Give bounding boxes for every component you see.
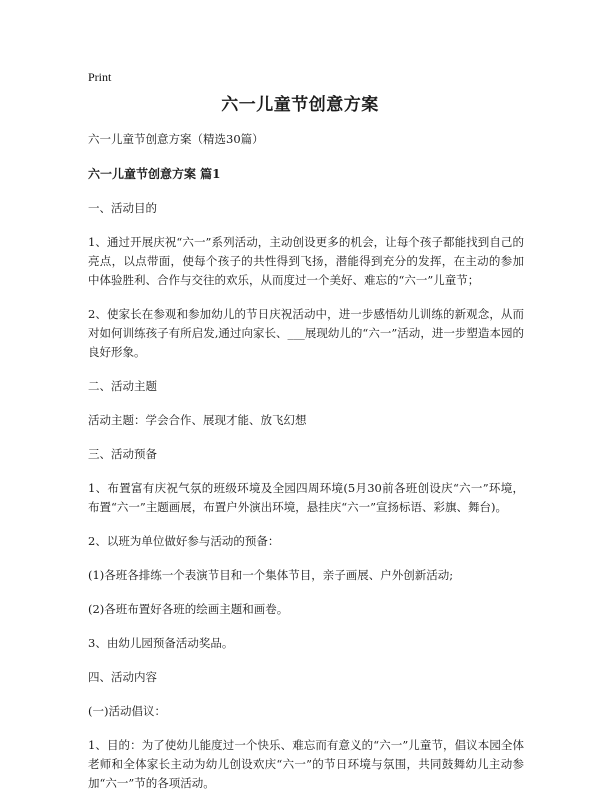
paragraph: (2)各班布置好各班的绘画主题和画卷。	[88, 602, 289, 616]
section-heading-activity-purpose: 一、活动目的	[88, 201, 157, 215]
section-heading-activity-theme: 二、活动主题	[88, 379, 157, 393]
print-link[interactable]: Print	[88, 70, 112, 84]
paragraph: 1、通过开展庆祝“六一”系列活动，主动创设更多的机会，让每个孩子都能找到自己的亮点，以点带面，使每个孩子的共性得到飞扬，潜能得到充分的发挥，在主动的参加中体验胜利、合作与交往的欢乐，从而度过一个美好、难忘的“六一”儿童节；	[88, 235, 524, 287]
paragraph: 活动主题：学会合作、展现才能、放飞幻想	[88, 413, 307, 427]
section-heading-activity-content: 四、活动内容	[88, 670, 157, 684]
paragraph: 1、布置富有庆祝气氛的班级环境及全园四周环境(5月30前各班创设庆“六一”环境，布置“六一”主题画展，布置户外演出环境，悬挂庆“六一”宣扬标语、彩旗、舞台)。	[88, 481, 524, 514]
document-subtitle: 六一儿童节创意方案（精选30篇）	[88, 132, 264, 146]
paragraph: 2、使家长在参观和参加幼儿的节日庆祝活动中，进一步感悟幼儿训练的新观念，从而对如何训练孩子有所启发,通过向家长、___展现幼儿的“六一”活动，进一步塑造本园的良好形象。	[88, 307, 524, 359]
paragraph: (1)各班各排练一个表演节目和一个集体节目，亲子画展、户外创新活动;	[88, 568, 454, 582]
section-heading: 六一儿童节创意方案 篇1	[88, 167, 221, 181]
paragraph: 2、以班为单位做好参与活动的预备：	[88, 534, 280, 548]
document-title: 六一儿童节创意方案	[221, 95, 379, 115]
section-heading-activity-preparation: 三、活动预备	[88, 447, 157, 461]
paragraph: (一)活动倡议：	[88, 704, 166, 718]
paragraph: 3、由幼儿园预备活动奖品。	[88, 636, 234, 650]
document-body	[88, 130, 524, 808]
paragraph: 1、目的：为了使幼儿能度过一个快乐、难忘而有意义的“六一”儿童节，倡议本园全体老师和全体家长主动为幼儿创设欢庆“六一”的节日环境与氛围，共同鼓舞幼儿主动参加“六一”节的各项活动。	[88, 738, 524, 790]
